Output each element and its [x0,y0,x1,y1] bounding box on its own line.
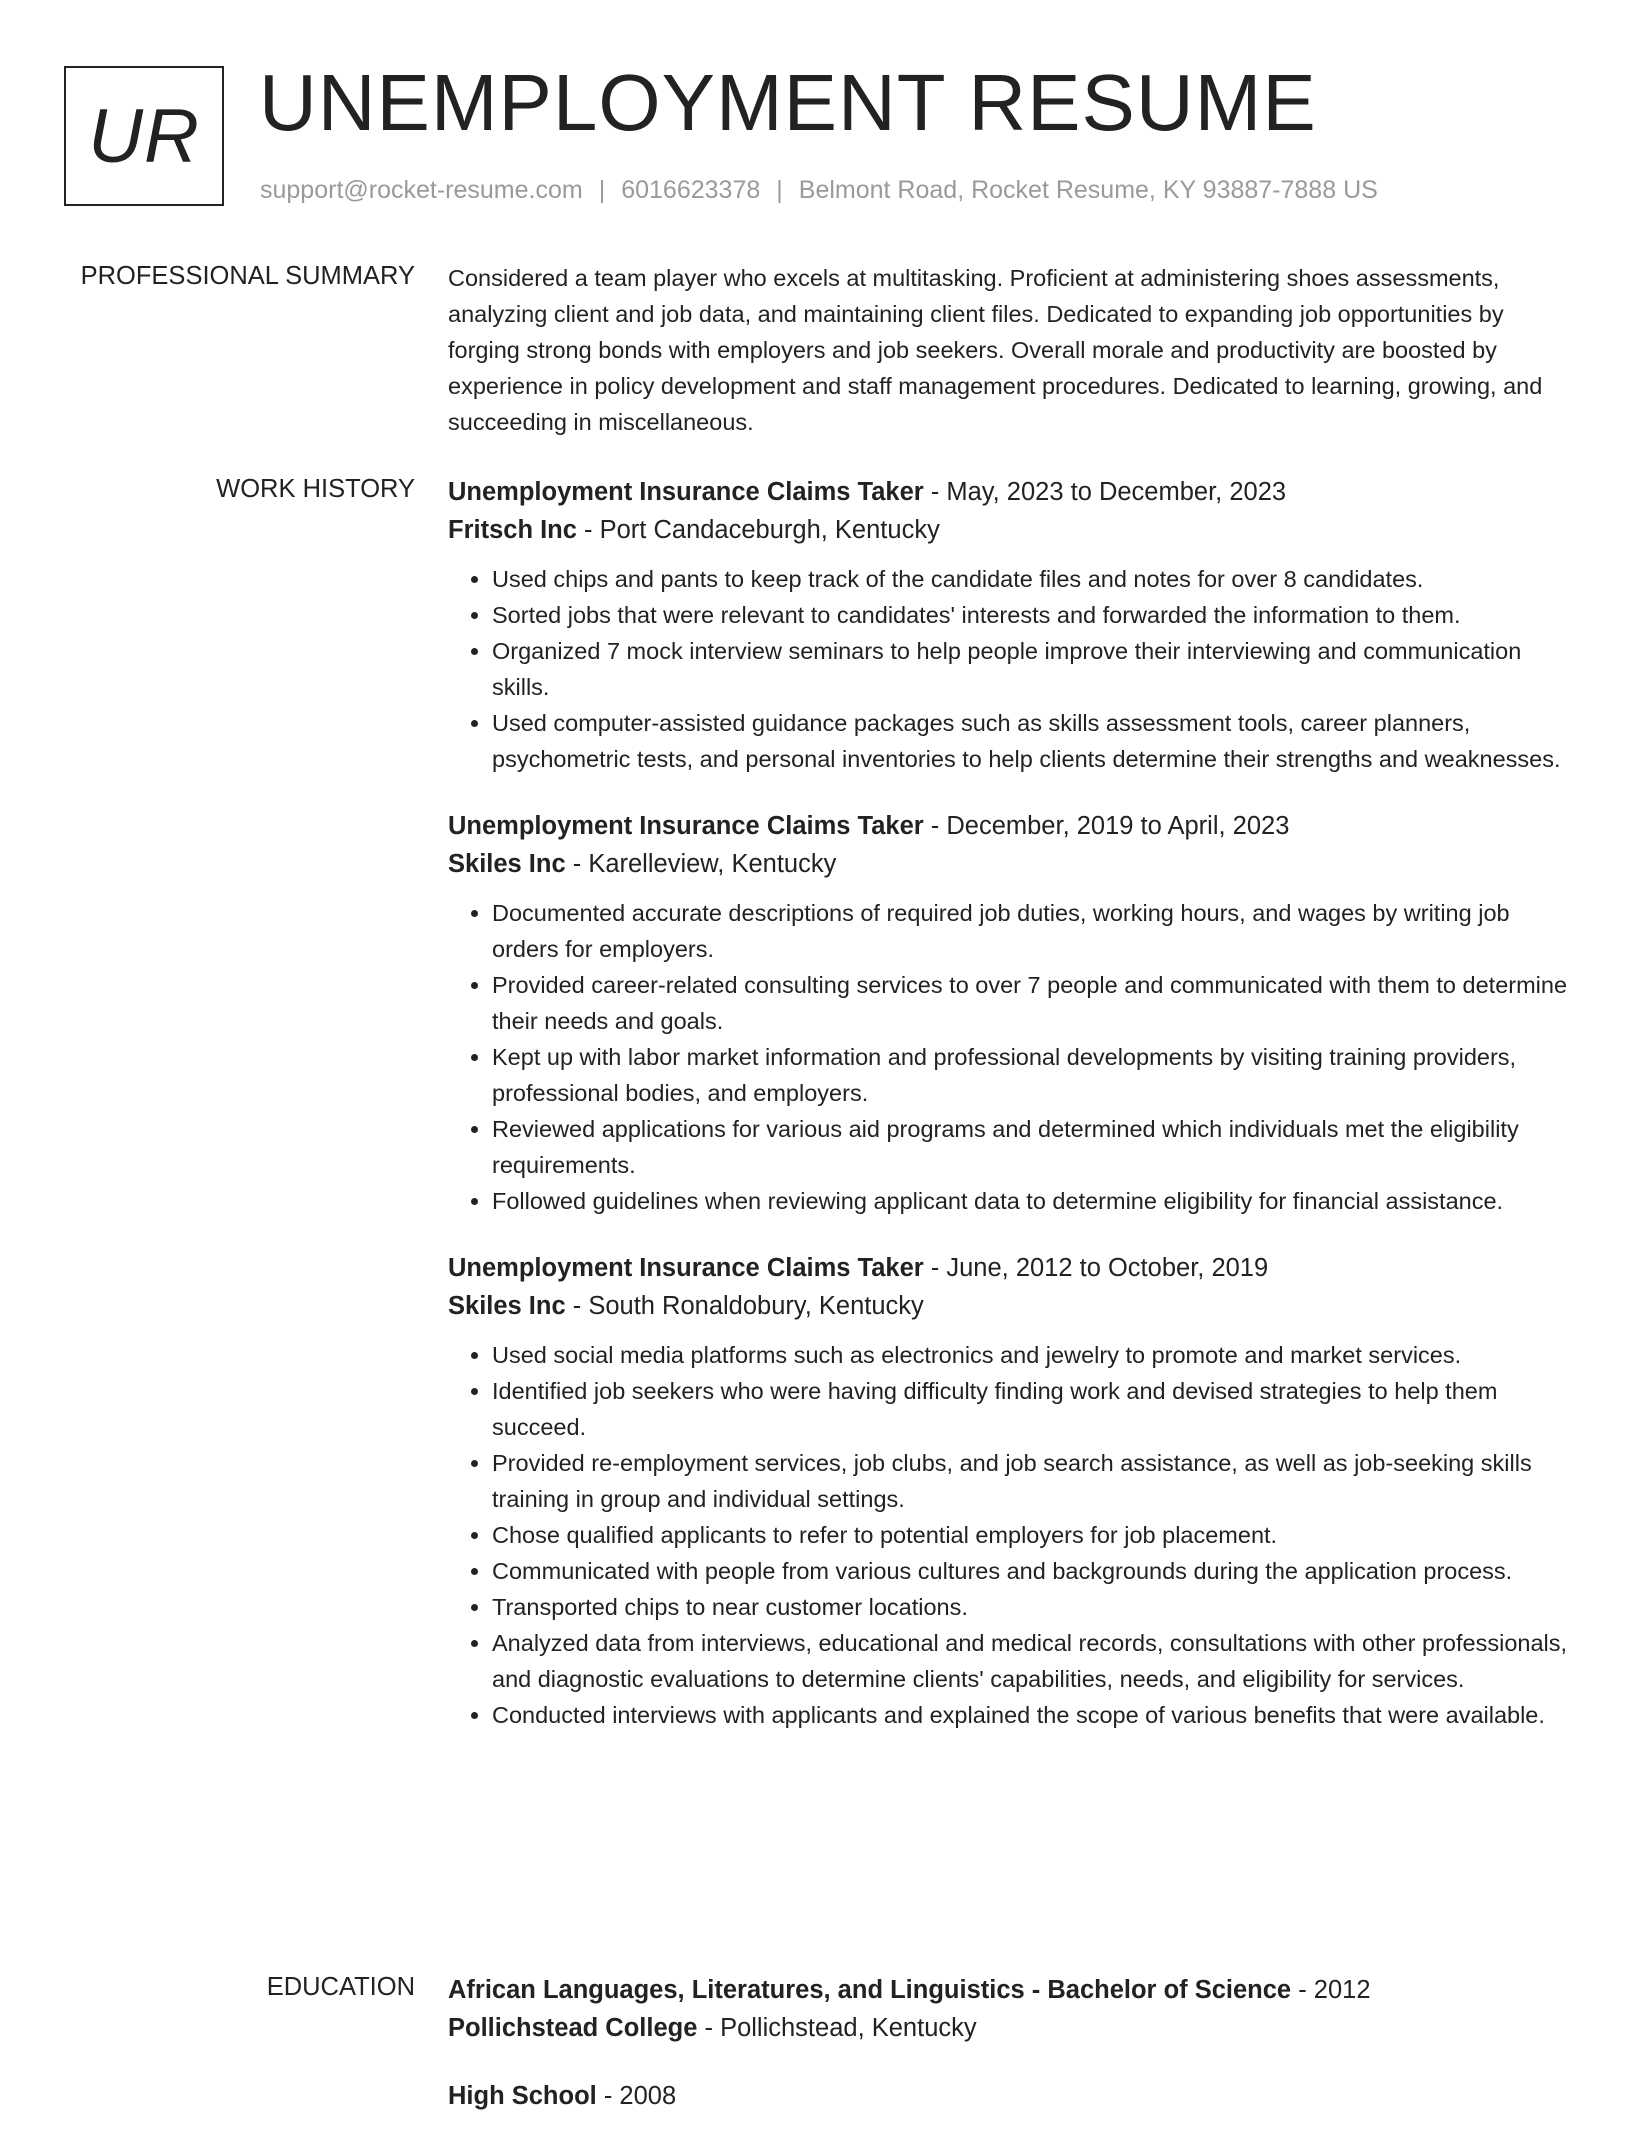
job-company: Skiles Inc [448,850,566,878]
summary-label: PROFESSIONAL SUMMARY [80,262,415,290]
education-location: - Pollichstead, Kentucky [697,2014,977,2042]
job-dates: - June, 2012 to October, 2019 [923,1254,1269,1282]
job-dates: - December, 2019 to April, 2023 [923,812,1290,840]
job-title-line [448,473,1570,511]
job-bullet-list [448,1337,1570,1733]
job-bullet: • Identified job seekers who were having difficulty finding work and devised strategies to help them succeed. [492,1373,1570,1445]
contact-address: Belmont Road, Rocket Resume, KY 93887-7888 US [798,176,1378,204]
job-bullet: • Analyzed data from interviews, educational and medical records, consultations with other professionals, and diagnostic evaluations to determine clients' capabilities, needs, and eligibility for services. [492,1625,1570,1697]
job-location: - South Ronaldobury, Kentucky [565,1292,924,1320]
job-company-line [448,511,1570,549]
job-entry [448,1249,1570,1733]
job-title-line [448,1249,1570,1287]
education-school: Pollichstead College [448,2014,698,2042]
summary-body [448,260,1570,440]
job-bullet: • Kept up with labor market information and professional developments by visiting training providers, professional bodies, and employers. [492,1039,1570,1111]
job-bullet: • Used computer-assisted guidance packages such as skills assessment tools, career planners, psychometric tests, and personal inventories to help clients determine their strengths and weaknesses. [492,705,1570,777]
job-bullet: • Provided career-related consulting services to over 7 people and communicated with them to determine their needs and goals. [492,967,1570,1039]
education-year: - 2012 [1291,1976,1371,2004]
job-bullet: • Documented accurate descriptions of required job duties, working hours, and wages by writing job orders for employers. [492,895,1570,967]
job-company-line [448,1287,1570,1325]
job-bullet: • Used chips and pants to keep track of the candidate files and notes for over 8 candidates. [492,561,1570,597]
job-bullet: • Organized 7 mock interview seminars to help people improve their interviewing and communication skills. [492,633,1570,705]
job-bullet: • Used social media platforms such as electronics and jewelry to promote and market services. [492,1337,1570,1373]
job-bullet: • Sorted jobs that were relevant to candidates' interests and forwarded the information to them. [492,597,1570,633]
education-label: EDUCATION [266,1973,415,2001]
summary-text: Considered a team player who excels at multitasking. Proficient at administering shoes assessments, analyzing client and job data, and maintaining client files. Dedicated to expanding job opportunities by forging strong bonds with employers and job seekers. Overall morale and productivity are boosted by experience in policy development and staff management procedures. Dedicated to learning, growing, and succeeding in miscellaneous. [448,265,1543,435]
job-bullet: • Conducted interviews with applicants and explained the scope of various benefits that were available. [492,1697,1570,1733]
monogram-logo: UR [64,66,224,206]
job-location: - Port Candaceburgh, Kentucky [576,516,940,544]
job-company-line [448,845,1570,883]
job-bullet-list [448,895,1570,1219]
job-dates: - May, 2023 to December, 2023 [923,478,1287,506]
job-title: Unemployment Insurance Claims Taker [448,812,924,840]
contact-separator: | [776,176,783,204]
job-location: - Karelleview, Kentucky [565,850,837,878]
job-company: Skiles Inc [448,1292,566,1320]
job-bullet: • Provided re-employment services, job clubs, and job search assistance, as well as job-seeking skills training in group and individual settings. [492,1445,1570,1517]
education-degree-line [448,2077,1570,2115]
contact-phone[interactable]: 6016623378 [621,176,761,204]
education-degree-line [448,1971,1570,2009]
education-year: - 2008 [596,2082,677,2110]
education-entry [448,2077,1570,2115]
contact-line [260,175,1378,205]
job-bullet: • Chose qualified applicants to refer to potential employers for job placement. [492,1517,1570,1553]
work-history-body [448,473,1570,1763]
job-title-line [448,807,1570,845]
contact-email[interactable]: support@rocket-resume.com [260,176,583,204]
job-entry [448,473,1570,777]
job-entry [448,807,1570,1219]
job-title: Unemployment Insurance Claims Taker [448,1254,924,1282]
work-history-label: WORK HISTORY [216,475,415,503]
education-entry [448,1971,1570,2047]
job-company: Fritsch Inc [448,516,577,544]
job-bullet: • Communicated with people from various cultures and backgrounds during the application process. [492,1553,1570,1589]
education-school-line [448,2009,1570,2047]
education-body [448,1971,1570,2145]
job-bullet: • Followed guidelines when reviewing applicant data to determine eligibility for financial assistance. [492,1183,1570,1219]
job-title: Unemployment Insurance Claims Taker [448,478,924,506]
job-bullet-list [448,561,1570,777]
contact-separator: | [598,176,606,204]
job-bullet: • Transported chips to near customer locations. [492,1589,1570,1625]
job-bullet: • Reviewed applications for various aid programs and determined which individuals met the eligibility requirements. [492,1111,1570,1183]
education-degree: High School [448,2082,597,2110]
education-degree: African Languages, Literatures, and Linguistics - Bachelor of Science [448,1976,1292,2004]
resume-name: UNEMPLOYMENT RESUME [259,58,1317,147]
